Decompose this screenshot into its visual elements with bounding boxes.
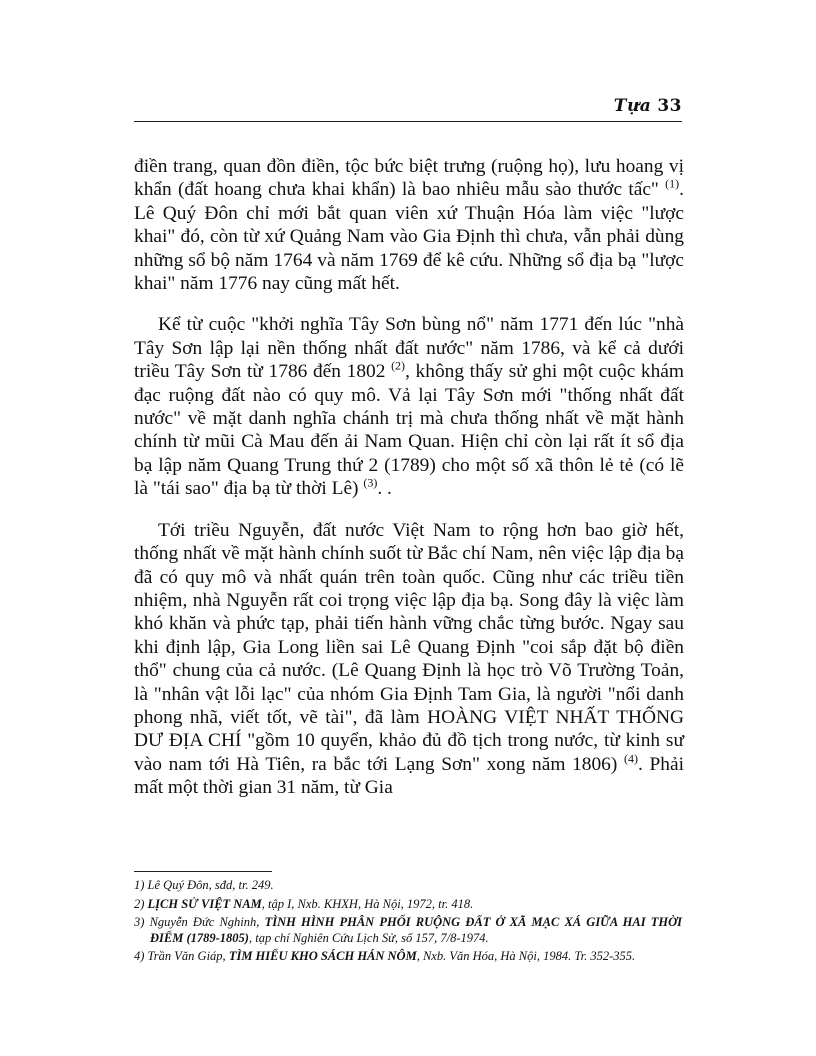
paragraph-2 bbox=[134, 313, 684, 500]
paragraph-1-text: điền trang, quan đồn điền, tộc bức biệt trưng (ruộng họ), lưu hoang vị khẩn (đất hoang chưa khai khẩn) là bao nhiêu mẫu sào thước tấc" bbox=[134, 156, 684, 201]
paragraph-3-text: Tới triều Nguyễn, đất nước Việt Nam to rộng hơn bao giờ hết, thống nhất về mặt hành chính suốt từ Bắc chí Nam, nên việc lập địa bạ đã có quy mô và nhất quán trên toàn quốc. Cũng như các triều tiền nhiệm, nhà Nguyễn rất coi trọng việc lập địa bạ. Song đây là việc làm khó khăn và phức tạp, phải tiến hành vững chắc từng bước. Ngay sau khi định lập, Gia Long liền sai Lê Quang Định "coi sắp đặt bộ điền thổ" chung của cả nước. (Lê Quang Định là học trò Võ Trường Toản, là "nhân vật lỗi lạc" của nhóm Gia Định Tam Gia, là người "nổi danh phong nhã, viết tốt, vẽ tài", đã làm HOÀNG VIỆT NHẤT THỐNG DƯ ĐỊA CHÍ "gồm 10 quyển, khảo đủ đồ tịch trong nước, từ kinh sư vào nam tới Hà Tiên, ra bắc tới Lạng Sơn" xong năm 1806) bbox=[134, 519, 684, 775]
footnote-number: 4) bbox=[134, 949, 145, 963]
running-head bbox=[134, 96, 682, 120]
footnote-2 bbox=[134, 897, 682, 913]
body-text bbox=[134, 155, 684, 818]
footnote-article-title: TÌNH HÌNH PHÂN PHỐI RUỘNG ĐẤT Ở XÃ MẠC XÁ GIỮA HAI THỜI ĐIỂM (1789-1805) bbox=[150, 915, 682, 945]
running-title: Tựa bbox=[613, 96, 652, 116]
paragraph-1 bbox=[134, 155, 684, 295]
footnote-text: Lê Quý Đôn, sđd, tr. 249. bbox=[147, 878, 274, 892]
footnote-text: , Nxb. Văn Hóa, Hà Nội, 1984. Tr. 352-355. bbox=[416, 949, 636, 963]
footnote-ref-1: (1) bbox=[665, 176, 680, 191]
footnote-ref-3: (3) bbox=[363, 475, 378, 490]
footnote-number: 1) bbox=[134, 878, 145, 892]
footnote-ref-4: (4) bbox=[624, 751, 638, 766]
footnote-author: Trần Văn Giáp, bbox=[147, 949, 229, 963]
paragraph-2-tail-2: . . bbox=[377, 478, 392, 500]
footnote-ref-2: (2) bbox=[391, 358, 406, 373]
paragraph-2-tail: , không thấy sử ghi một cuộc khám đạc ruộng đất nào có quy mô. Vả lại Tây Sơn mới "thống nhất đất nước" về mặt danh nghĩa chánh trị mà chưa thống nhất về mặt hành chính từ mũi Cà Mau đến ải Nam Quan. Hiện chỉ còn lại rất ít sổ địa bạ lập năm Quang Trung thứ 2 (1789) cho một số xã thôn lẻ tẻ (có lẽ là "tái sao" địa bạ từ thời Lê) bbox=[134, 361, 684, 500]
footnote-author: Nguyễn Đức Nghinh, bbox=[149, 915, 265, 929]
footnote-text: , tập I, Nxb. KHXH, Hà Nội, 1972, tr. 418. bbox=[261, 896, 474, 911]
footnote-3 bbox=[134, 915, 682, 946]
paragraph-3-tail: . Phải mất một thời gian 31 năm, từ Gia bbox=[134, 753, 684, 799]
paragraph-3 bbox=[134, 519, 684, 800]
footnote-book-title: TÌM HIỂU KHO SÁCH HÁN NÔM bbox=[228, 949, 417, 963]
page-number: 33 bbox=[657, 96, 682, 116]
running-head-text bbox=[614, 96, 682, 116]
footnote-4 bbox=[134, 949, 682, 965]
footnotes bbox=[134, 878, 682, 968]
footnote-number: 3) bbox=[134, 915, 145, 929]
header-rule bbox=[134, 121, 682, 122]
footnote-1 bbox=[134, 878, 682, 894]
footnote-text: , tạp chí Nghiên Cứu Lịch Sử, số 157, 7/8-1974. bbox=[248, 930, 489, 945]
paragraph-1-tail: . Lê Quý Đôn chỉ mới bắt quan viên xứ Thuận Hóa làm việc "lược khai" đó, còn từ xứ Quảng Nam vào Gia Định thì chưa, vẫn phải dùng những sổ bộ năm 1764 và năm 1769 để kê cứu. Những sổ địa bạ "lược khai" năm 1776 nay cũng mất hết. bbox=[134, 179, 684, 295]
footnote-book-title: LỊCH SỬ VIỆT NAM bbox=[147, 896, 262, 911]
paragraph-2-text: Kể từ cuộc "khởi nghĩa Tây Sơn bùng nổ" năm 1771 đến lúc "nhà Tây Sơn lập lại nền thống nhất đất nước" năm 1786, và kể cả dưới triều Tây Sơn từ 1786 đến 1802 bbox=[134, 314, 684, 383]
footnote-number: 2) bbox=[134, 896, 145, 911]
footnote-rule bbox=[134, 871, 272, 872]
